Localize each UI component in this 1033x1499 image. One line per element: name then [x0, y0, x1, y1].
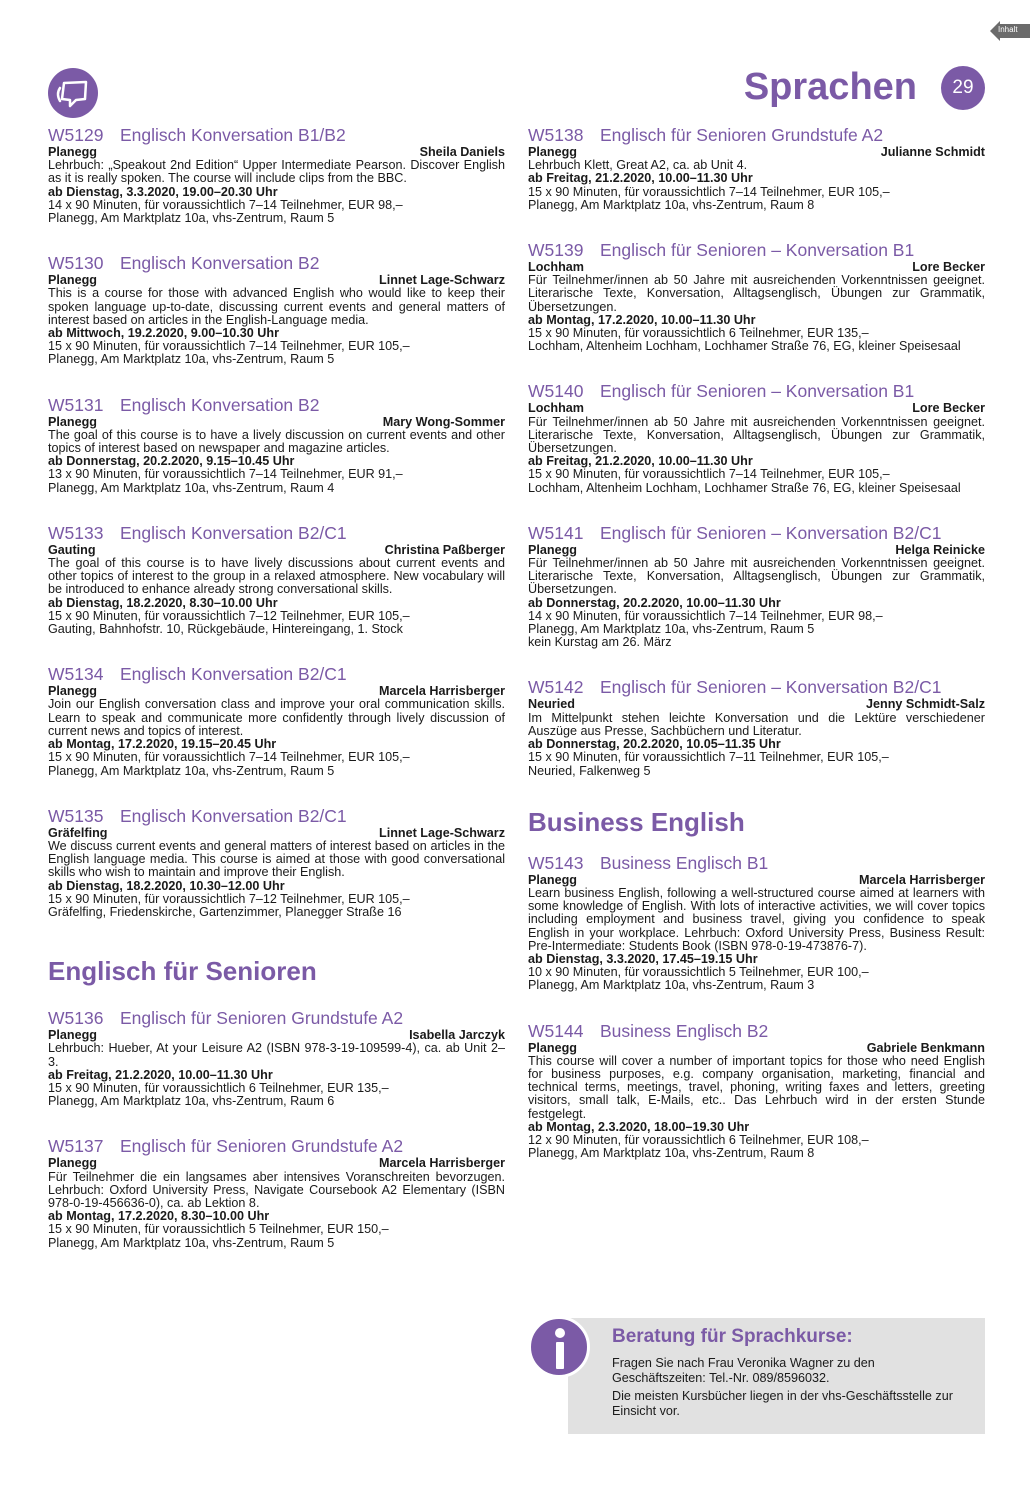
course-date: ab Montag, 2.3.2020, 18.00–19.30 Uhr [528, 1119, 750, 1134]
course-details: 15 x 90 Minuten, für voraussichtlich 7–14 Teilnehmer, EUR 105,– [48, 750, 410, 765]
course-description: Learn business English, following a well-structured course aimed at learners with some knowledge of English. With lots of interactive activities, we will cover topics including employment and business travel, giving you confidence to speak English in your workplace. Lehrbuch: Oxford University Press, Business Result: Pre-Intermediate: Students Book (ISBN 978-0-19-473876-7). [528, 885, 985, 953]
course-venue: Planegg, Am Marktplatz 10a, vhs-Zentrum, Raum 8 [528, 197, 815, 212]
course-meta [528, 874, 985, 887]
course-heading [48, 1007, 505, 1029]
course-details: 15 x 90 Minuten, für voraussichtlich 6 Teilnehmer, EUR 135,– [528, 326, 869, 341]
course-heading [48, 252, 505, 274]
course-details: 10 x 90 Minuten, für voraussichtlich 5 Teilnehmer, EUR 100,– [528, 965, 869, 980]
course-teacher: Linnet Lage-Schwarz [379, 825, 505, 840]
course-w5135 [48, 805, 505, 919]
course-description: We discuss current events and general matters of interest based on articles in the English language media. This course is aimed at those with good conversational skills who wish to maintain and improve their English. [48, 838, 505, 880]
course-meta [528, 1042, 985, 1055]
course-location: Planegg [48, 1028, 97, 1043]
course-code: W5142 [528, 677, 584, 698]
course-w5143 [528, 852, 985, 993]
page-number: 29 [941, 66, 985, 110]
course-date: ab Montag, 17.2.2020, 19.15–20.45 Uhr [48, 737, 277, 752]
course-venue: Planegg, Am Marktplatz 10a, vhs-Zentrum, Raum 5 [528, 622, 815, 637]
course-description: Im Mittelpunkt stehen leichte Konversation und die Lektüre verschiedener Auszüge aus Presse, Sachbüchern und Literatur. [528, 710, 985, 738]
course-code: W5131 [48, 394, 104, 415]
course-date: ab Freitag, 21.2.2020, 10.00–11.30 Uhr [528, 171, 753, 186]
course-title: Englisch Konversation B2/C1 [120, 664, 347, 685]
course-teacher: Marcela Harrisberger [378, 1156, 505, 1171]
course-title: Englisch für Senioren – Konversation B2/C1 [600, 677, 942, 698]
course-teacher: Linnet Lage-Schwarz [379, 273, 505, 288]
course-heading [528, 1020, 985, 1042]
course-details: 15 x 90 Minuten, für voraussichtlich 5 Teilnehmer, EUR 150,– [48, 1222, 389, 1237]
course-code: W5143 [528, 852, 584, 873]
course-title: Business Englisch B1 [600, 852, 769, 873]
course-teacher: Sheila Daniels [419, 145, 505, 159]
info-line-contact: Fragen Sie nach Frau Veronika Wagner zu den Geschäftszeiten: Tel.-Nr. 089/8596032. [612, 1356, 875, 1385]
course-title: Englisch für Senioren Grundstufe A2 [120, 1136, 404, 1157]
course-code: W5139 [528, 240, 584, 261]
course-description: This is a course for those with advanced English who would like to keep their spoken language up-to-date, discussing current events and general matters of interest based on articles in the English-Language media. [48, 286, 505, 327]
course-teacher: Lore Becker [912, 260, 985, 275]
course-location: Planegg [48, 145, 97, 159]
course-heading [48, 522, 505, 544]
course-venue: Planegg, Am Marktplatz 10a, vhs-Zentrum, Raum 5 [48, 763, 335, 778]
course-w5131 [48, 394, 505, 495]
course-w5139 [528, 239, 985, 353]
course-teacher: Lore Becker [912, 401, 985, 416]
course-date: ab Dienstag, 18.2.2020, 8.30–10.00 Uhr [48, 595, 278, 610]
course-code: W5140 [528, 381, 584, 402]
course-code: W5129 [48, 125, 104, 145]
course-description: Für Teilnehmer/innen ab 50 Jahre mit ausreichenden Vorkenntnissen geeignet. Literarische Texte, Konversation, Alltagsenglisch, Übungen zur Grammatik, Übersetzungen. [528, 273, 985, 314]
course-details: 15 x 90 Minuten, für voraussichtlich 7–12 Teilnehmer, EUR 105,– [48, 891, 410, 906]
course-teacher: Marcela Harrisberger [858, 872, 985, 887]
course-code: W5137 [48, 1136, 104, 1157]
course-heading [48, 1135, 505, 1157]
course-code: W5136 [48, 1008, 104, 1029]
course-details: 15 x 90 Minuten, für voraussichtlich 7–14 Teilnehmer, EUR 105,– [528, 467, 890, 482]
course-heading [528, 852, 985, 874]
course-code: W5138 [528, 125, 584, 145]
course-location: Planegg [528, 145, 577, 159]
course-details: 14 x 90 Minuten, für voraussichtlich 7–14 Teilnehmer, EUR 98,– [48, 197, 403, 212]
course-location: Lochham [528, 260, 584, 275]
course-venue: Gauting, Bahnhofstr. 10, Rückgebäude, Hintereingang, 1. Stock [48, 622, 403, 637]
course-w5142 [528, 676, 985, 777]
course-location: Planegg [48, 1156, 97, 1171]
course-title: Englisch für Senioren Grundstufe A2 [120, 1008, 404, 1029]
course-title: Englisch Konversation B2/C1 [120, 522, 347, 543]
course-heading [48, 663, 505, 685]
course-teacher: Mary Wong-Sommer [382, 414, 505, 429]
course-title: Englisch Konversation B2/C1 [120, 805, 347, 826]
course-description: Lehrbuch: Hueber, At your Leisure A2 (ISBN 978-3-19-109599-4), ca. ab Unit 2–3. [48, 1041, 505, 1069]
course-details: 15 x 90 Minuten, für voraussichtlich 6 Teilnehmer, EUR 135,– [48, 1080, 389, 1095]
course-title: Englisch Konversation B2 [120, 394, 320, 415]
course-date: ab Freitag, 21.2.2020, 10.00–11.30 Uhr [528, 454, 753, 469]
course-date: ab Mittwoch, 19.2.2020, 9.00–10.30 Uhr [48, 326, 279, 341]
course-w5140 [528, 380, 985, 494]
course-title: Englisch für Senioren – Konversation B2/C1 [600, 522, 942, 543]
course-venue: Gräfelfing, Friedenskirche, Gartenzimmer, Planegger Straße 16 [48, 904, 402, 919]
course-location: Planegg [48, 684, 97, 699]
course-location: Planegg [528, 1040, 577, 1055]
course-details: 15 x 90 Minuten, für voraussichtlich 7–14 Teilnehmer, EUR 105,– [528, 184, 890, 199]
course-teacher: Christina Paßberger [384, 542, 505, 557]
left-column [48, 124, 505, 1250]
info-title: Beratung für Sprachkurse: [612, 1326, 853, 1347]
course-w5141 [528, 522, 985, 650]
course-date: ab Dienstag, 3.3.2020, 17.45–19.15 Uhr [528, 951, 758, 966]
course-meta [48, 1157, 505, 1170]
course-description: Lehrbuch: „Speakout 2nd Edition“ Upper Intermediate Pearson. Discover English as it is really spoken. The course will include clips from the BBC. [48, 158, 505, 186]
course-note: kein Kurstag am 26. März [528, 635, 672, 650]
info-line-books: Die meisten Kursbücher liegen in der vhs-Geschäftsstelle zur Einsicht vor. [612, 1389, 953, 1418]
course-teacher: Marcela Harrisberger [378, 684, 505, 699]
right-column [528, 124, 985, 1160]
course-description: Für Teilnehmer/innen ab 50 Jahre mit ausreichenden Vorkenntnissen geeignet. Literarische Texte, Konversation, Alltagsenglisch, Übungen zur Grammatik, Übersetzungen. [528, 556, 985, 597]
inhalt-label: Inhalt [998, 25, 1018, 34]
course-location: Planegg [48, 273, 97, 288]
section-title-senioren: Englisch für Senioren [48, 956, 317, 987]
course-venue: Planegg, Am Marktplatz 10a, vhs-Zentrum, Raum 8 [528, 1146, 815, 1161]
course-title: Business Englisch B2 [600, 1020, 769, 1041]
course-w5134 [48, 663, 505, 777]
course-details: 13 x 90 Minuten, für voraussichtlich 7–14 Teilnehmer, EUR 91,– [48, 467, 403, 482]
course-date: ab Dienstag, 3.3.2020, 19.00–20.30 Uhr [48, 184, 278, 199]
course-location: Gräfelfing [48, 825, 108, 840]
course-details: 14 x 90 Minuten, für voraussichtlich 7–14 Teilnehmer, EUR 98,– [528, 608, 883, 623]
course-code: W5134 [48, 664, 104, 685]
page-title: Sprachen [743, 66, 917, 108]
course-meta [48, 827, 505, 840]
course-w5136 [48, 1007, 505, 1108]
course-w5133 [48, 522, 505, 636]
course-description: This course will cover a number of important topics for those who need English for business purposes, e.g. company organisation, marketing, financial and technical terms, meetings, travel, phoning, writing faxes and letters, greeting visitors, small talk, E-Mails, etc.. Das Lehrbuch wird in der ersten Stunde festgelegt. [528, 1053, 985, 1121]
course-details: 12 x 90 Minuten, für voraussichtlich 6 Teilnehmer, EUR 108,– [528, 1132, 869, 1147]
course-code: W5130 [48, 253, 104, 274]
course-title: Englisch für Senioren – Konversation B1 [600, 240, 915, 261]
course-teacher: Jenny Schmidt-Salz [866, 697, 985, 712]
course-location: Gauting [48, 542, 96, 557]
course-date: ab Dienstag, 18.2.2020, 10.30–12.00 Uhr [48, 878, 285, 893]
course-location: Neuried [528, 697, 575, 712]
course-code: W5135 [48, 805, 104, 826]
course-venue: Neuried, Falkenweg 5 [528, 763, 651, 778]
course-venue: Planegg, Am Marktplatz 10a, vhs-Zentrum, Raum 4 [48, 480, 335, 495]
course-w5129 [48, 124, 505, 225]
course-title: Englisch Konversation B2 [120, 253, 320, 274]
section-title-business: Business English [528, 806, 745, 837]
course-description: Für Teilnehmer die ein langsames aber intensives Voranschreiten bevorzugen. Lehrbuch: Oxford University Press, Navigate Coursebook A2 Elementary (ISBN 978-0-19-456636-0), ca. ab Lektion 8. [48, 1169, 505, 1210]
course-date: ab Montag, 17.2.2020, 10.00–11.30 Uhr [528, 312, 756, 327]
course-venue: Planegg, Am Marktplatz 10a, vhs-Zentrum, Raum 3 [528, 978, 815, 993]
course-details: 15 x 90 Minuten, für voraussichtlich 7–14 Teilnehmer, EUR 105,– [48, 339, 410, 354]
course-description: Für Teilnehmer/innen ab 50 Jahre mit ausreichenden Vorkenntnissen geeignet. Literarische Texte, Konversation, Alltagsenglisch, Übungen zur Grammatik, Übersetzungen. [528, 414, 985, 456]
course-teacher: Isabella Jarczyk [409, 1028, 505, 1043]
course-heading [528, 239, 985, 261]
course-heading [528, 124, 985, 146]
course-code: W5141 [528, 522, 584, 543]
course-date: ab Montag, 17.2.2020, 8.30–10.00 Uhr [48, 1209, 270, 1224]
course-date: ab Donnerstag, 20.2.2020, 10.05–11.35 Uhr [528, 737, 781, 752]
course-heading [48, 394, 505, 416]
course-heading [528, 522, 985, 544]
course-meta [528, 402, 985, 415]
course-description: Join our English conversation class and improve your oral communication skills. Learn to speak and communicate more confidently through lively discussion of current news and topics of interest. [48, 697, 505, 738]
course-heading [48, 124, 505, 146]
course-teacher: Julianne Schmidt [880, 145, 985, 159]
course-meta [48, 416, 505, 429]
course-code: W5133 [48, 522, 104, 543]
course-w5144 [528, 1020, 985, 1161]
course-heading [528, 676, 985, 698]
course-date: ab Donnerstag, 20.2.2020, 9.15–10.45 Uhr [48, 454, 295, 469]
course-location: Planegg [528, 542, 577, 557]
course-heading [528, 380, 985, 402]
course-title: Englisch Konversation B1/B2 [120, 125, 346, 145]
course-venue: Planegg, Am Marktplatz 10a, vhs-Zentrum, Raum 5 [48, 1235, 335, 1250]
course-teacher: Helga Reinicke [895, 542, 985, 557]
course-location: Lochham [528, 401, 584, 416]
course-venue: Planegg, Am Marktplatz 10a, vhs-Zentrum, Raum 6 [48, 1094, 335, 1109]
course-description: Lehrbuch Klett, Great A2, ca. ab Unit 4. [528, 158, 748, 173]
course-date: ab Donnerstag, 20.2.2020, 10.00–11.30 Uhr [528, 595, 781, 610]
course-date: ab Freitag, 21.2.2020, 10.00–11.30 Uhr [48, 1067, 273, 1082]
course-location: Planegg [528, 872, 577, 887]
course-title: Englisch für Senioren – Konversation B1 [600, 381, 915, 402]
course-venue: Lochham, Altenheim Lochham, Lochhamer Straße 76, EG, kleiner Speisesaal [528, 339, 961, 354]
info-icon [528, 1316, 590, 1378]
course-code: W5144 [528, 1020, 584, 1041]
course-venue: Planegg, Am Marktplatz 10a, vhs-Zentrum, Raum 5 [48, 352, 335, 367]
speech-bubble-icon [48, 68, 98, 118]
course-location: Planegg [48, 414, 97, 429]
course-w5130 [48, 252, 505, 366]
course-description: The goal of this course is to have lively discussions about current events and other topics of interest to the group in a relaxed atmosphere. New vocabulary will be introduced to enhance already strong conversational skills. [48, 556, 505, 597]
course-title: Englisch für Senioren Grundstufe A2 [600, 125, 884, 145]
course-details: 15 x 90 Minuten, für voraussichtlich 7–11 Teilnehmer, EUR 105,– [528, 750, 889, 765]
course-description: The goal of this course is to have a lively discussion on current events and other topics of interest based on newspaper and magazine articles. [48, 427, 505, 456]
course-teacher: Gabriele Benkmann [866, 1040, 985, 1055]
course-w5138 [528, 124, 985, 212]
course-details: 15 x 90 Minuten, für voraussichtlich 7–12 Teilnehmer, EUR 105,– [48, 608, 410, 623]
course-venue: Planegg, Am Marktplatz 10a, vhs-Zentrum, Raum 5 [48, 211, 335, 226]
course-meta [528, 698, 985, 711]
info-text [612, 1356, 972, 1419]
course-venue: Lochham, Altenheim Lochham, Lochhamer Straße 76, EG, kleiner Speisesaal [528, 480, 961, 495]
course-w5137 [48, 1135, 505, 1249]
course-heading [48, 805, 505, 827]
